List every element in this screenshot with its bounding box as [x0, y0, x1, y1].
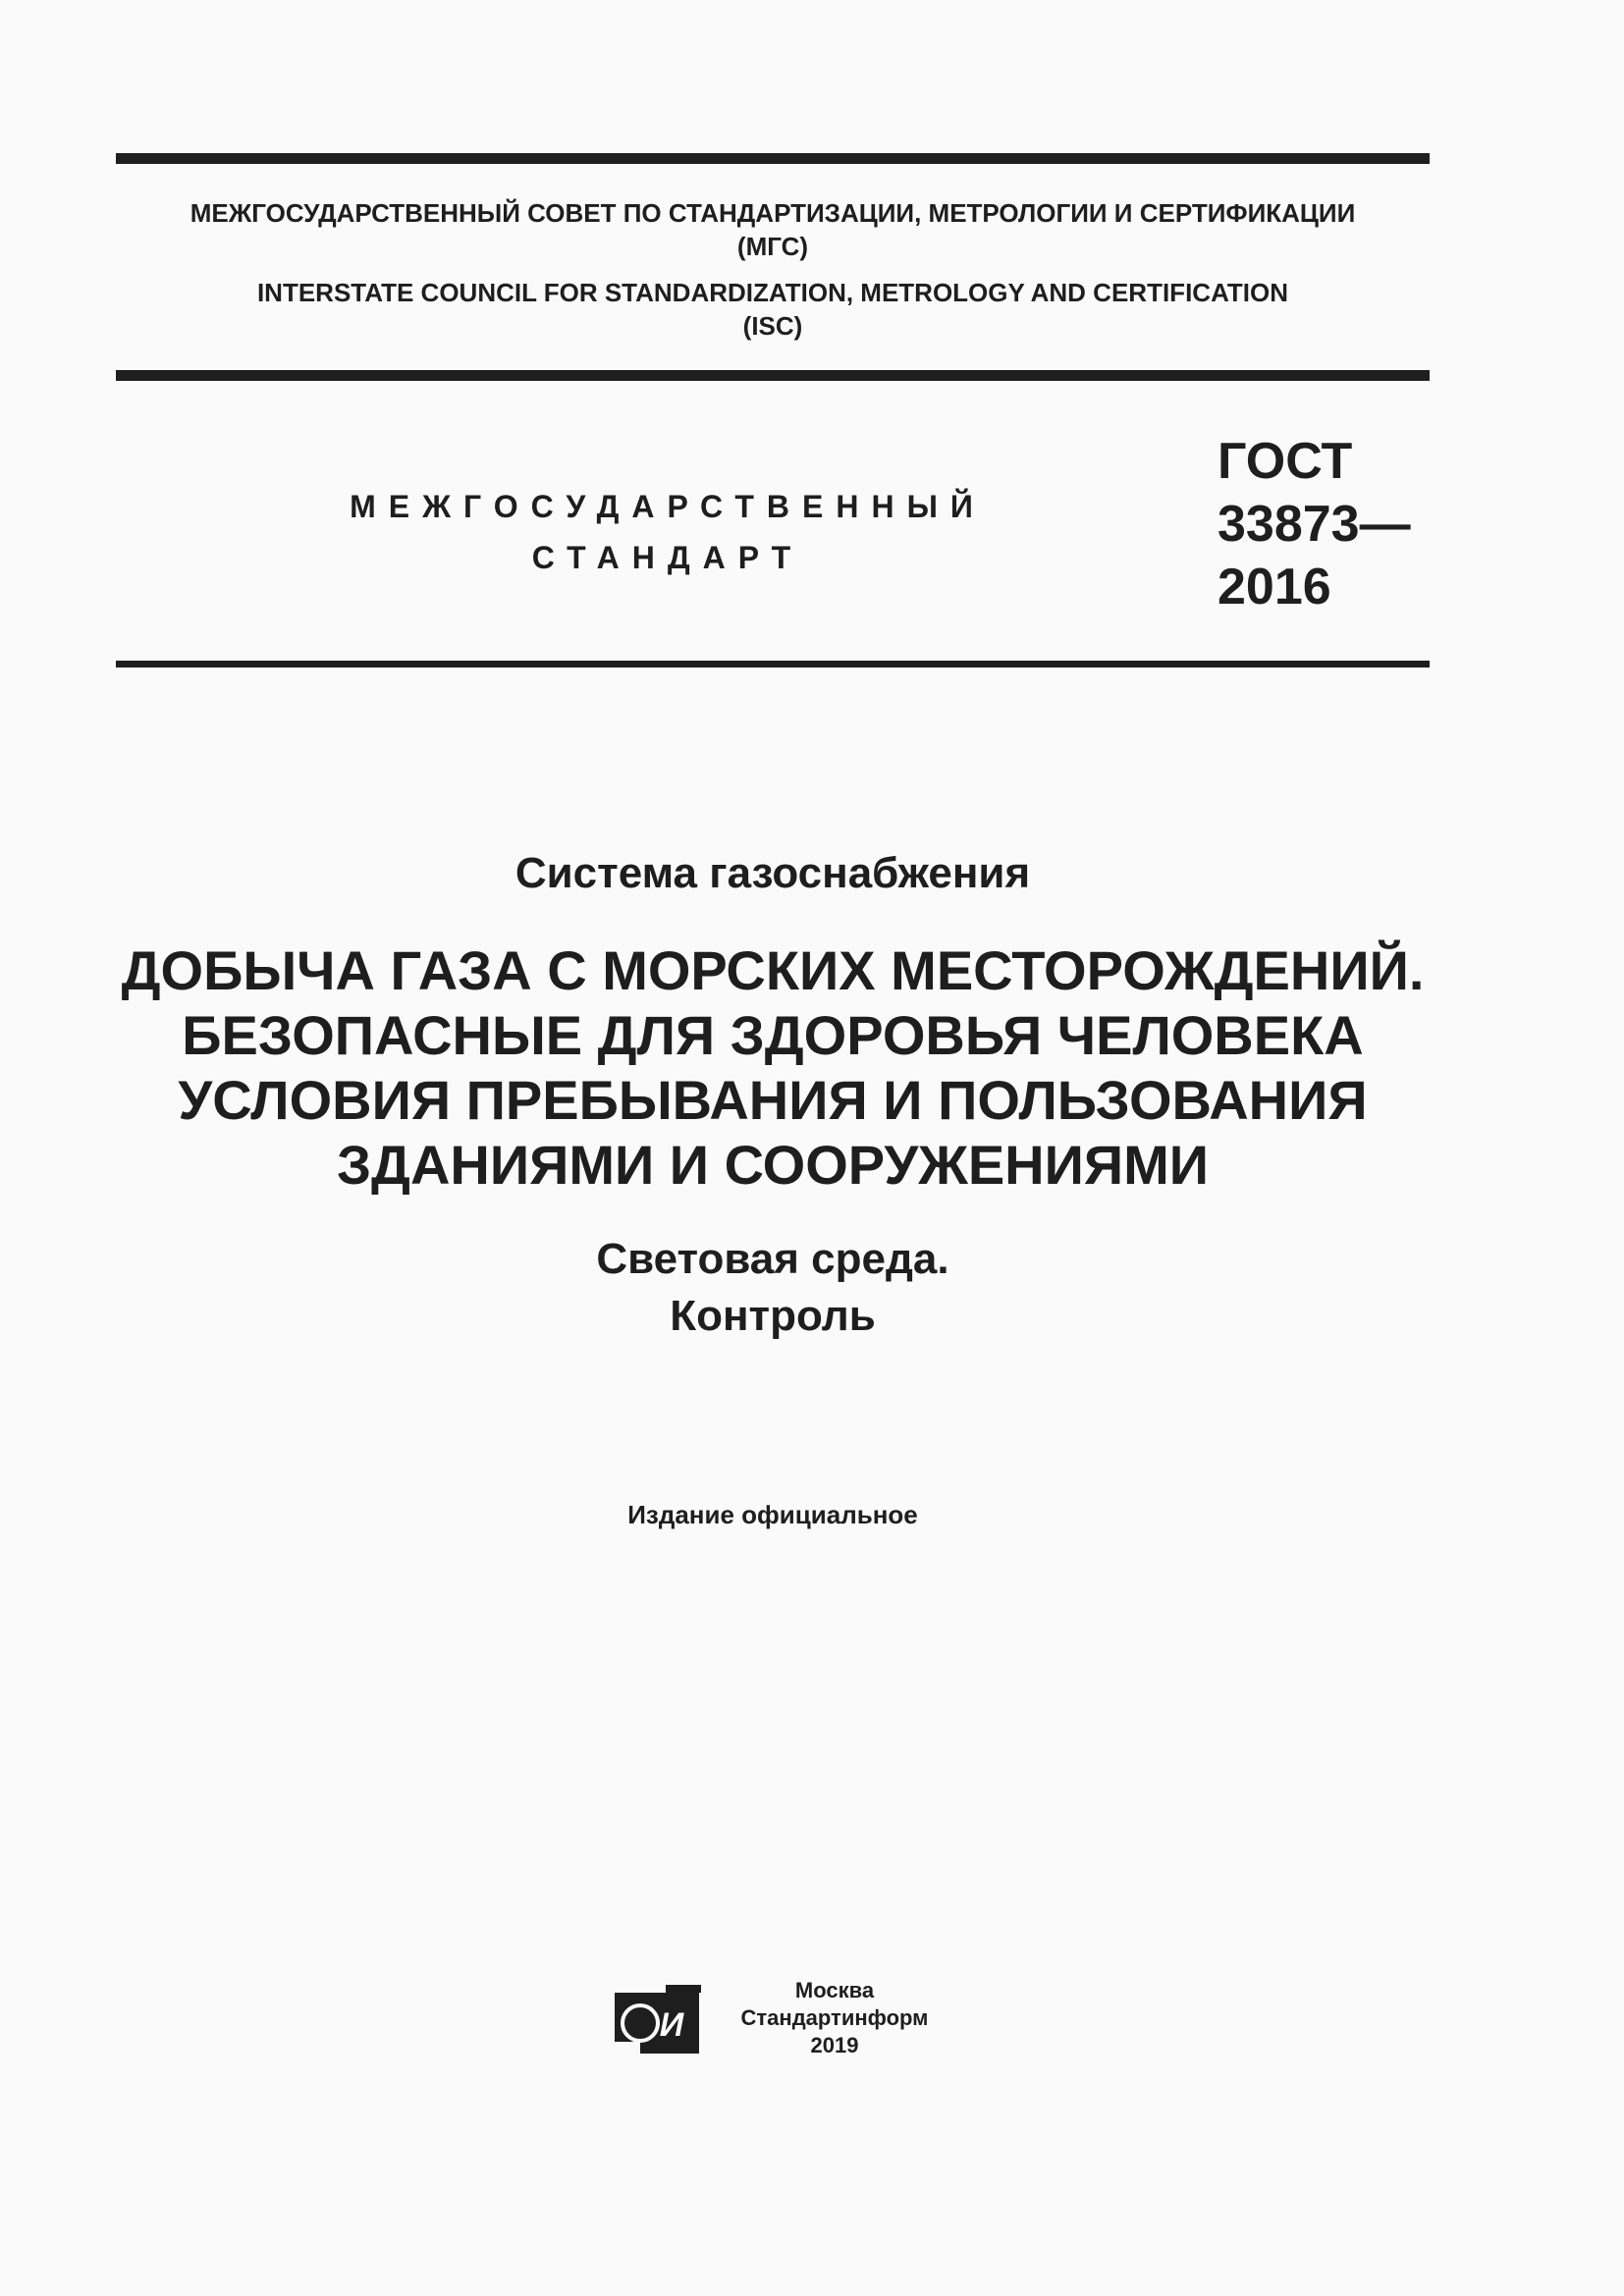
document-subtitle: [116, 1231, 1430, 1345]
publisher-name: Стандартинформ: [740, 2005, 929, 2030]
middle-divider: [116, 370, 1430, 381]
standard-kind-line1: МЕЖГОСУДАРСТВЕННЫЙ: [350, 489, 986, 524]
gost-number-line1: ГОСТ: [1218, 433, 1353, 490]
council-name-en-line: INTERSTATE COUNCIL FOR STANDARDIZATION, METROLOGY AND CERTIFICATION: [256, 278, 1289, 307]
edition-label: Издание официальное: [627, 1500, 918, 1529]
publication-year: 2019: [810, 2033, 859, 2057]
standartinform-logo-icon: [611, 1983, 705, 2057]
document-title: [79, 938, 1467, 1198]
document-subtitle-line1: Световая среда.: [596, 1235, 949, 1283]
gost-number-line2: 33873—: [1218, 496, 1411, 553]
document-title-line2: БЕЗОПАСНЫЕ ДЛЯ ЗДОРОВЬЯ ЧЕЛОВЕКА: [182, 1004, 1364, 1066]
gost-number: [1218, 430, 1411, 618]
council-name-en: [116, 276, 1430, 343]
system-name: Система газоснабжения: [514, 849, 1031, 897]
svg-text:И: И: [659, 2006, 684, 2044]
council-abbr-en: (ISC): [742, 311, 803, 341]
standard-kind-line2: СТАНДАРТ: [531, 540, 804, 575]
standard-kind: [334, 481, 1001, 583]
gost-number-line3: 2016: [1218, 559, 1331, 615]
publisher-city: Москва: [794, 1978, 875, 2002]
council-name-ru: [116, 196, 1430, 263]
top-divider: [116, 153, 1430, 164]
council-name-ru-line: МЕЖГОСУДАРСТВЕННЫЙ СОВЕТ ПО СТАНДАРТИЗАЦИИ, МЕТРОЛОГИИ И СЕРТИФИКАЦИИ: [189, 198, 1356, 228]
document-title-line3: УСЛОВИЯ ПРЕБЫВАНИЯ И ПОЛЬЗОВАНИЯ: [178, 1069, 1368, 1131]
document-title-line4: ЗДАНИЯМИ И СООРУЖЕНИЯМИ: [336, 1134, 1210, 1196]
council-abbr-ru: (МГС): [736, 232, 809, 261]
publisher-imprint: [727, 1977, 943, 2059]
document-subtitle-line2: Контроль: [670, 1292, 876, 1340]
lower-divider: [116, 661, 1430, 667]
document-title-line1: ДОБЫЧА ГАЗА С МОРСКИХ МЕСТОРОЖДЕНИЙ.: [121, 939, 1425, 1001]
